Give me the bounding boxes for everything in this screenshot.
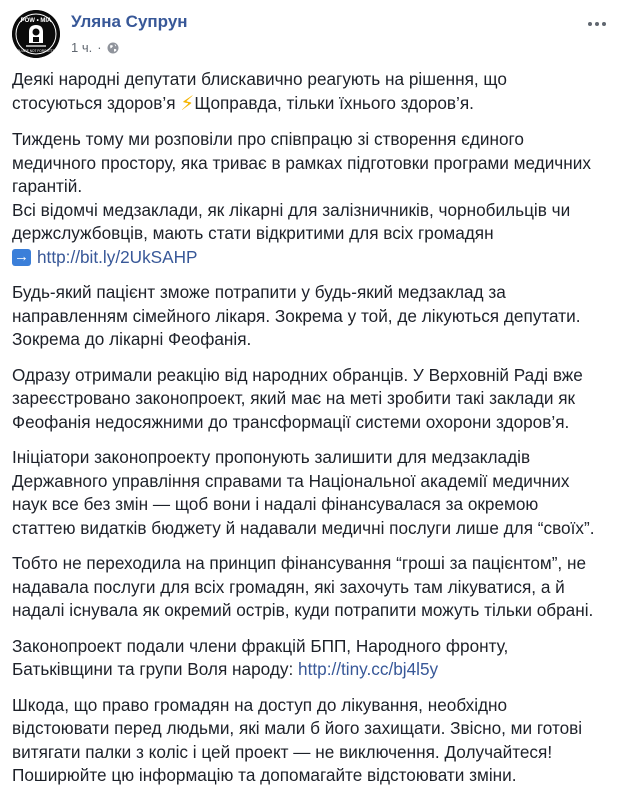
menu-dot [602, 22, 606, 26]
text-line: надавала послуги для всіх громадян, які захочуть там лікуватися, а й [12, 576, 565, 597]
text-line: надалі існувала як окремий острів, куди потрапити можуть тільки обрані. [12, 600, 594, 620]
text-line: Шкода, що право громадян на доступ до лікування, необхідно [12, 694, 508, 715]
paragraph-4 [12, 364, 612, 435]
paragraph-8 [12, 694, 612, 788]
menu-dot [595, 22, 599, 26]
author-name[interactable]: Уляна Супрун [71, 12, 188, 31]
link-line [12, 246, 612, 270]
text-line: Тиждень тому ми розповіли про співпрацю зі створення єдиного [12, 129, 524, 149]
post-options-menu-icon[interactable] [582, 14, 612, 34]
text-line [12, 658, 612, 682]
text-line: зареєстровано законопроект, який має на меті зробити такі заклади як [12, 388, 576, 408]
text-line: Державного управління справами та Національної академії медичних [12, 470, 570, 491]
post-body [12, 68, 612, 800]
paragraph-2 [12, 128, 612, 269]
paragraph-3 [12, 281, 612, 352]
text-line: Поширюйте цю інформацію та допомагайте відстоювати зміни. [12, 765, 517, 785]
text-line: статтею видатків бюджету й надавали медичні послуги лише для “своїх”. [12, 517, 595, 538]
text-line: витягати палки з коліс і цей проект — не виключення. Долучайтеся! [12, 741, 553, 762]
text-line: держслужбовців, мають стати відкритими для всіх громадян [12, 223, 494, 243]
text-line: Законопроект подали члени фракцій БПП, Народного фронту, [12, 635, 509, 656]
text-line: відстоювати перед людьми, які мали б його захищати. Звісно, ми готові [12, 718, 583, 738]
avatar-top-text: POW • MIA [20, 18, 52, 24]
text-fragment: стосуються здоров’я [12, 92, 176, 113]
paragraph-7 [12, 635, 612, 682]
post-timestamp[interactable]: 1 ч. [71, 40, 93, 55]
text-line: медичного простору, яка триває в рамках підготовки програми медичних [12, 152, 591, 173]
text-line: Тобто не переходила на принцип фінансування “гроші за пацієнтом”, не [12, 553, 587, 573]
text-line: Одразу отримали реакцію від народних обранців. У Верховній Раді вже [12, 364, 583, 385]
text-line: направленням сімейного лікаря. Зокрема у той, де лікуються депутати. [12, 305, 581, 326]
text-line: Деякі народні депутати блискавично реагують на рішення, що [12, 69, 507, 89]
bitly-link[interactable]: http://bit.ly/2UkSAHP [37, 246, 198, 267]
avatar-bottom-text: YOU ARE NOT FORGOTTEN [14, 49, 58, 53]
text-line: гарантій. [12, 176, 83, 196]
text-line: Будь-який пацієнт зможе потрапити у будь-який медзаклад за [12, 282, 506, 302]
paragraph-5 [12, 446, 612, 540]
globe-icon[interactable] [107, 42, 119, 54]
post-meta [71, 40, 119, 55]
text-line: Ініціатори законопроекту пропонують залишити для медзакладів [12, 447, 531, 467]
text-line: Зокрема до лікарні Феофанія. [12, 329, 252, 349]
paragraph-6 [12, 552, 612, 623]
author-avatar[interactable] [12, 10, 60, 58]
text-line: Феофанія недосяжними до трансформації системи охорони здоров’я. [12, 411, 570, 432]
avatar-pow-mia-logo [12, 10, 60, 58]
text-line [12, 92, 612, 117]
tinycc-link[interactable]: http://tiny.cc/bj4l5y [298, 659, 439, 679]
text-fragment: Батьківщини та групи Воля народу: [12, 659, 294, 679]
meta-separator: · [97, 40, 102, 55]
lightning-emoji-icon: ⚡ [180, 92, 195, 115]
post-header [12, 10, 612, 58]
text-line: наук все без змін — щоб вони і надалі фінансувалася за окремою [12, 494, 539, 514]
text-line: Всі відомчі медзаклади, як лікарні для залізничників, чорнобильців чи [12, 199, 571, 220]
paragraph-1 [12, 68, 612, 116]
text-fragment: Щоправда, тільки їхнього здоров’я. [194, 92, 474, 113]
right-arrow-emoji-icon [12, 249, 31, 266]
menu-dot [588, 22, 592, 26]
